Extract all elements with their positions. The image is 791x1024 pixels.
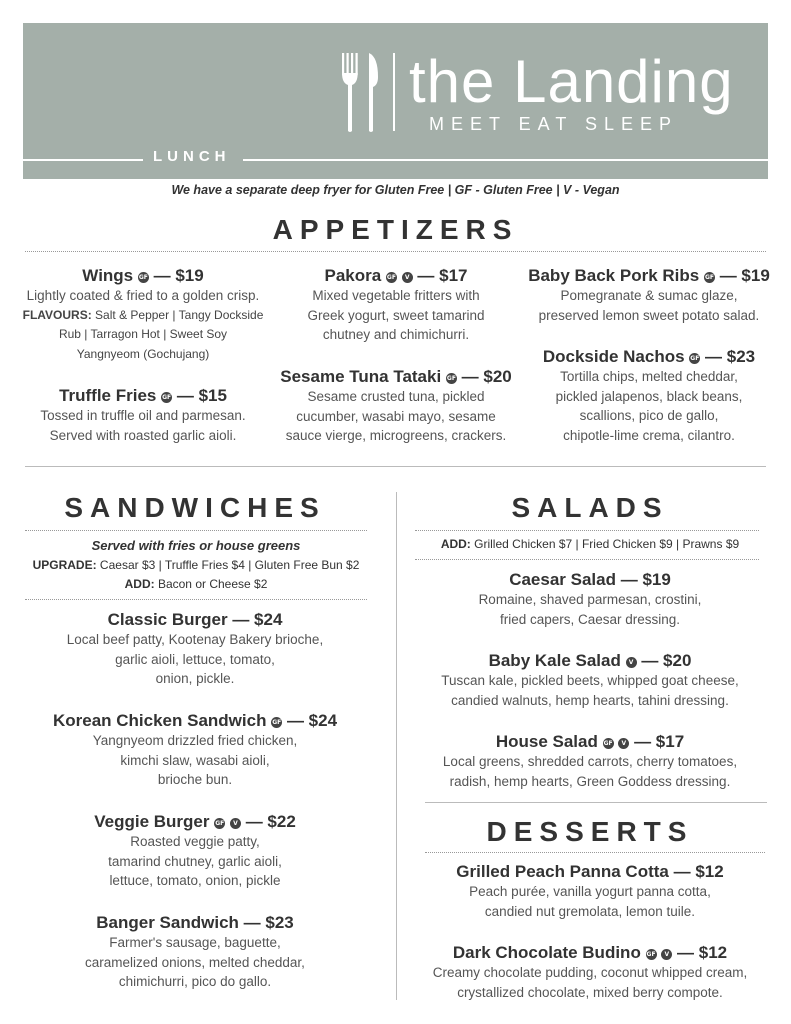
section-divider [25,466,766,467]
item-name: Banger Sandwich [96,913,239,932]
item-name: Dark Chocolate Budino [452,943,641,962]
item-desc: Greek yogurt, sweet tamarind [307,307,485,323]
item-desc: Tossed in truffle oil and parmesan. [40,408,246,423]
menu-item-house-salad [415,732,765,791]
item-desc: caramelized onions, melted cheddar, [85,954,305,970]
item-desc: radish, hemp hearts, Green Goddess dressing. [449,773,731,789]
desserts-title: DESSERTS [486,816,694,847]
add-options [25,575,367,594]
add-text: Grilled Chicken $7 | Fried Chicken $9 | Prawns $9 [470,537,740,551]
item-desc: pickled jalapenos, black beans, [555,388,743,404]
item-desc: preserved lemon sweet potato salad. [538,307,760,323]
menu-item-veggie-burger [25,812,365,891]
item-desc: Romaine, shaved parmesan, crostini, [478,592,702,607]
item-desc: crystallized chocolate, mixed berry compote. [457,984,723,1000]
item-desc: chutney and chimichurri. [322,327,470,342]
item-title [415,651,765,671]
fork-knife-icon [340,53,382,133]
menu-item-pork-ribs [524,266,774,325]
item-price: — $15 [176,386,227,405]
item-name: Classic Burger [107,610,228,629]
menu-item-kale-salad [415,651,765,710]
brand-name: the Landing [409,48,734,115]
item-price: — $20 [461,367,512,386]
item-flavours [18,306,268,326]
item-name: Veggie Burger [94,812,210,831]
item-name: Sesame Tuna Tataki [280,367,442,386]
gluten-free-icon: GF [386,274,396,281]
gluten-free-icon: GF [446,375,456,382]
item-desc: Yangnyeom drizzled fried chicken, [92,733,298,748]
menu-item-chocolate-budino [415,943,765,1002]
item-desc: Farmer's sausage, baguette, [109,935,281,950]
item-title [524,347,774,367]
desserts-divider [425,852,765,853]
header-rule-left [23,159,143,161]
item-desc: chimichurri, pico do gallo. [118,974,272,989]
gluten-free-icon: GF [690,355,700,362]
item-title [415,862,765,882]
item-desc: fried capers, Caesar dressing. [499,611,681,627]
item-desc: Served with roasted garlic aioli. [49,427,237,443]
flavours-line: Salt & Pepper | Tangy Dockside [91,307,264,322]
menu-item-truffle-fries [18,386,268,445]
meal-label: LUNCH [153,148,231,165]
menu-item-classic-burger [25,610,365,689]
item-desc: onion, pickle. [155,671,235,686]
item-desc: Local greens, shredded carrots, cherry tomatoes, [442,754,738,769]
item-name: Caesar Salad [509,570,616,589]
item-desc: cucumber, wasabi mayo, sesame [296,408,496,424]
item-price: — $22 [245,812,296,831]
item-price: — $23 [705,347,756,366]
item-name: Wings [82,266,134,285]
item-desc: candied walnuts, hemp hearts, tahini dressing. [451,692,729,708]
add-text: Bacon or Cheese $2 [154,577,268,591]
menu-item-panna-cotta [415,862,765,921]
item-desc: Sesame crusted tuna, pickled [307,389,485,404]
item-price: — $12 [673,862,724,881]
item-desc: Pomegranate & sumac glaze, [560,288,738,303]
appetizers-divider [25,251,766,252]
item-price: — $17 [417,266,468,285]
item-desc: Roasted veggie patty, [130,834,260,849]
item-price: — $19 [153,266,204,285]
item-name: Korean Chicken Sandwich [52,711,267,730]
gluten-free-icon: GF [215,820,225,827]
item-price: — $24 [232,610,283,629]
item-desc: Mixed vegetable fritters with [312,288,480,303]
item-title [524,266,774,286]
gluten-free-icon: GF [138,274,148,281]
flavours-label: FLAVOURS: [22,307,92,322]
item-desc: garlic aioli, lettuce, tomato, [115,651,275,667]
salads-divider [415,530,759,531]
item-name: Baby Kale Salad [488,651,621,670]
appetizers-title: APPETIZERS [272,214,519,245]
item-price: — $19 [719,266,770,285]
column-divider [396,492,397,1000]
sandwich-note: Served with fries or house greens [91,538,301,553]
salads-title: SALADS [511,492,669,523]
item-name: Truffle Fries [59,386,157,405]
item-title [25,711,365,731]
item-price: — $24 [286,711,338,730]
sandwiches-divider-bottom [25,599,367,600]
gluten-free-icon: GF [162,394,172,401]
logo-divider [393,53,395,131]
item-title [18,386,268,406]
item-desc: Tuscan kale, pickled beets, whipped goat cheese, [441,673,739,688]
item-desc: lettuce, tomato, onion, pickle [109,873,281,888]
gluten-free-icon: GF [646,951,656,958]
vegan-icon: V [402,272,413,283]
item-name: Dockside Nachos [542,347,685,366]
item-desc: tamarind chutney, garlic aioli, [108,853,282,869]
vegan-icon: V [618,738,629,749]
flavours-line: Rub | Tarragon Hot | Sweet Soy [58,327,228,341]
menu-item-pakora [270,266,522,345]
menu-item-korean-chicken [25,711,365,790]
item-desc: Lightly coated & fried to a golden crisp. [26,288,260,303]
brand-tagline: MEET EAT SLEEP [429,114,679,134]
menu-item-wings [18,266,268,364]
gluten-free-icon: GF [603,740,613,747]
item-title [25,913,365,933]
item-desc: Creamy chocolate pudding, coconut whipped cream, [432,965,748,980]
item-title [415,570,765,590]
menu-item-nachos [524,347,774,445]
item-name: Baby Back Pork Ribs [528,266,700,285]
vegan-icon: V [661,949,672,960]
item-price: — $12 [677,943,728,962]
item-price: — $19 [620,570,671,589]
upgrade-text: Caesar $3 | Truffle Fries $4 | Gluten Free Bun $2 [96,558,360,572]
item-title [25,812,365,832]
item-title [415,943,765,963]
item-desc: Local beef patty, Kootenay Bakery brioche, [66,632,324,647]
upgrade-options [25,556,367,575]
item-title [18,266,268,286]
vegan-icon: V [626,657,637,668]
item-desc: Tortilla chips, melted cheddar, [560,369,738,384]
sandwiches-title: SANDWICHES [64,492,326,523]
menu-item-banger-sandwich [25,913,365,992]
item-title [270,266,522,286]
menu-header [23,23,768,179]
gluten-free-icon: GF [704,274,714,281]
upgrade-label: UPGRADE: [32,558,97,572]
item-desc: brioche bun. [157,772,233,787]
item-name: House Salad [495,732,598,751]
item-name: Pakora [324,266,382,285]
header-rule-right [243,159,768,161]
salads-desserts-divider [425,802,767,803]
menu-item-sesame-tuna [270,367,522,446]
item-desc: Peach purée, vanilla yogurt panna cotta, [469,884,711,899]
item-price: — $23 [243,913,294,932]
add-label: ADD: [124,577,155,591]
item-title [415,732,765,752]
vegan-icon: V [230,818,241,829]
item-price: — $20 [641,651,692,670]
item-title [270,367,522,387]
add-label: ADD: [440,537,471,551]
item-title [25,610,365,630]
sandwiches-divider [25,530,367,531]
item-name: Grilled Peach Panna Cotta [456,862,669,881]
flavours-line: Yangnyeom (Gochujang) [76,346,210,361]
gluten-free-icon: GF [272,719,282,726]
salads-divider-bottom [415,559,759,560]
item-price: — $17 [634,732,685,751]
item-desc: sauce vierge, microgreens, crackers. [285,428,507,443]
item-desc: kimchi slaw, wasabi aioli, [120,752,270,768]
salad-add-options [415,535,765,554]
item-desc: chipotle-lime crema, cilantro. [563,427,735,443]
item-desc: scallions, pico de gallo, [579,408,719,423]
allergen-notice: We have a separate deep fryer for Gluten Free | GF - Gluten Free | V - Vegan [171,183,620,197]
item-desc: candied nut gremolata, lemon tuile. [484,903,696,919]
menu-item-caesar-salad [415,570,765,629]
